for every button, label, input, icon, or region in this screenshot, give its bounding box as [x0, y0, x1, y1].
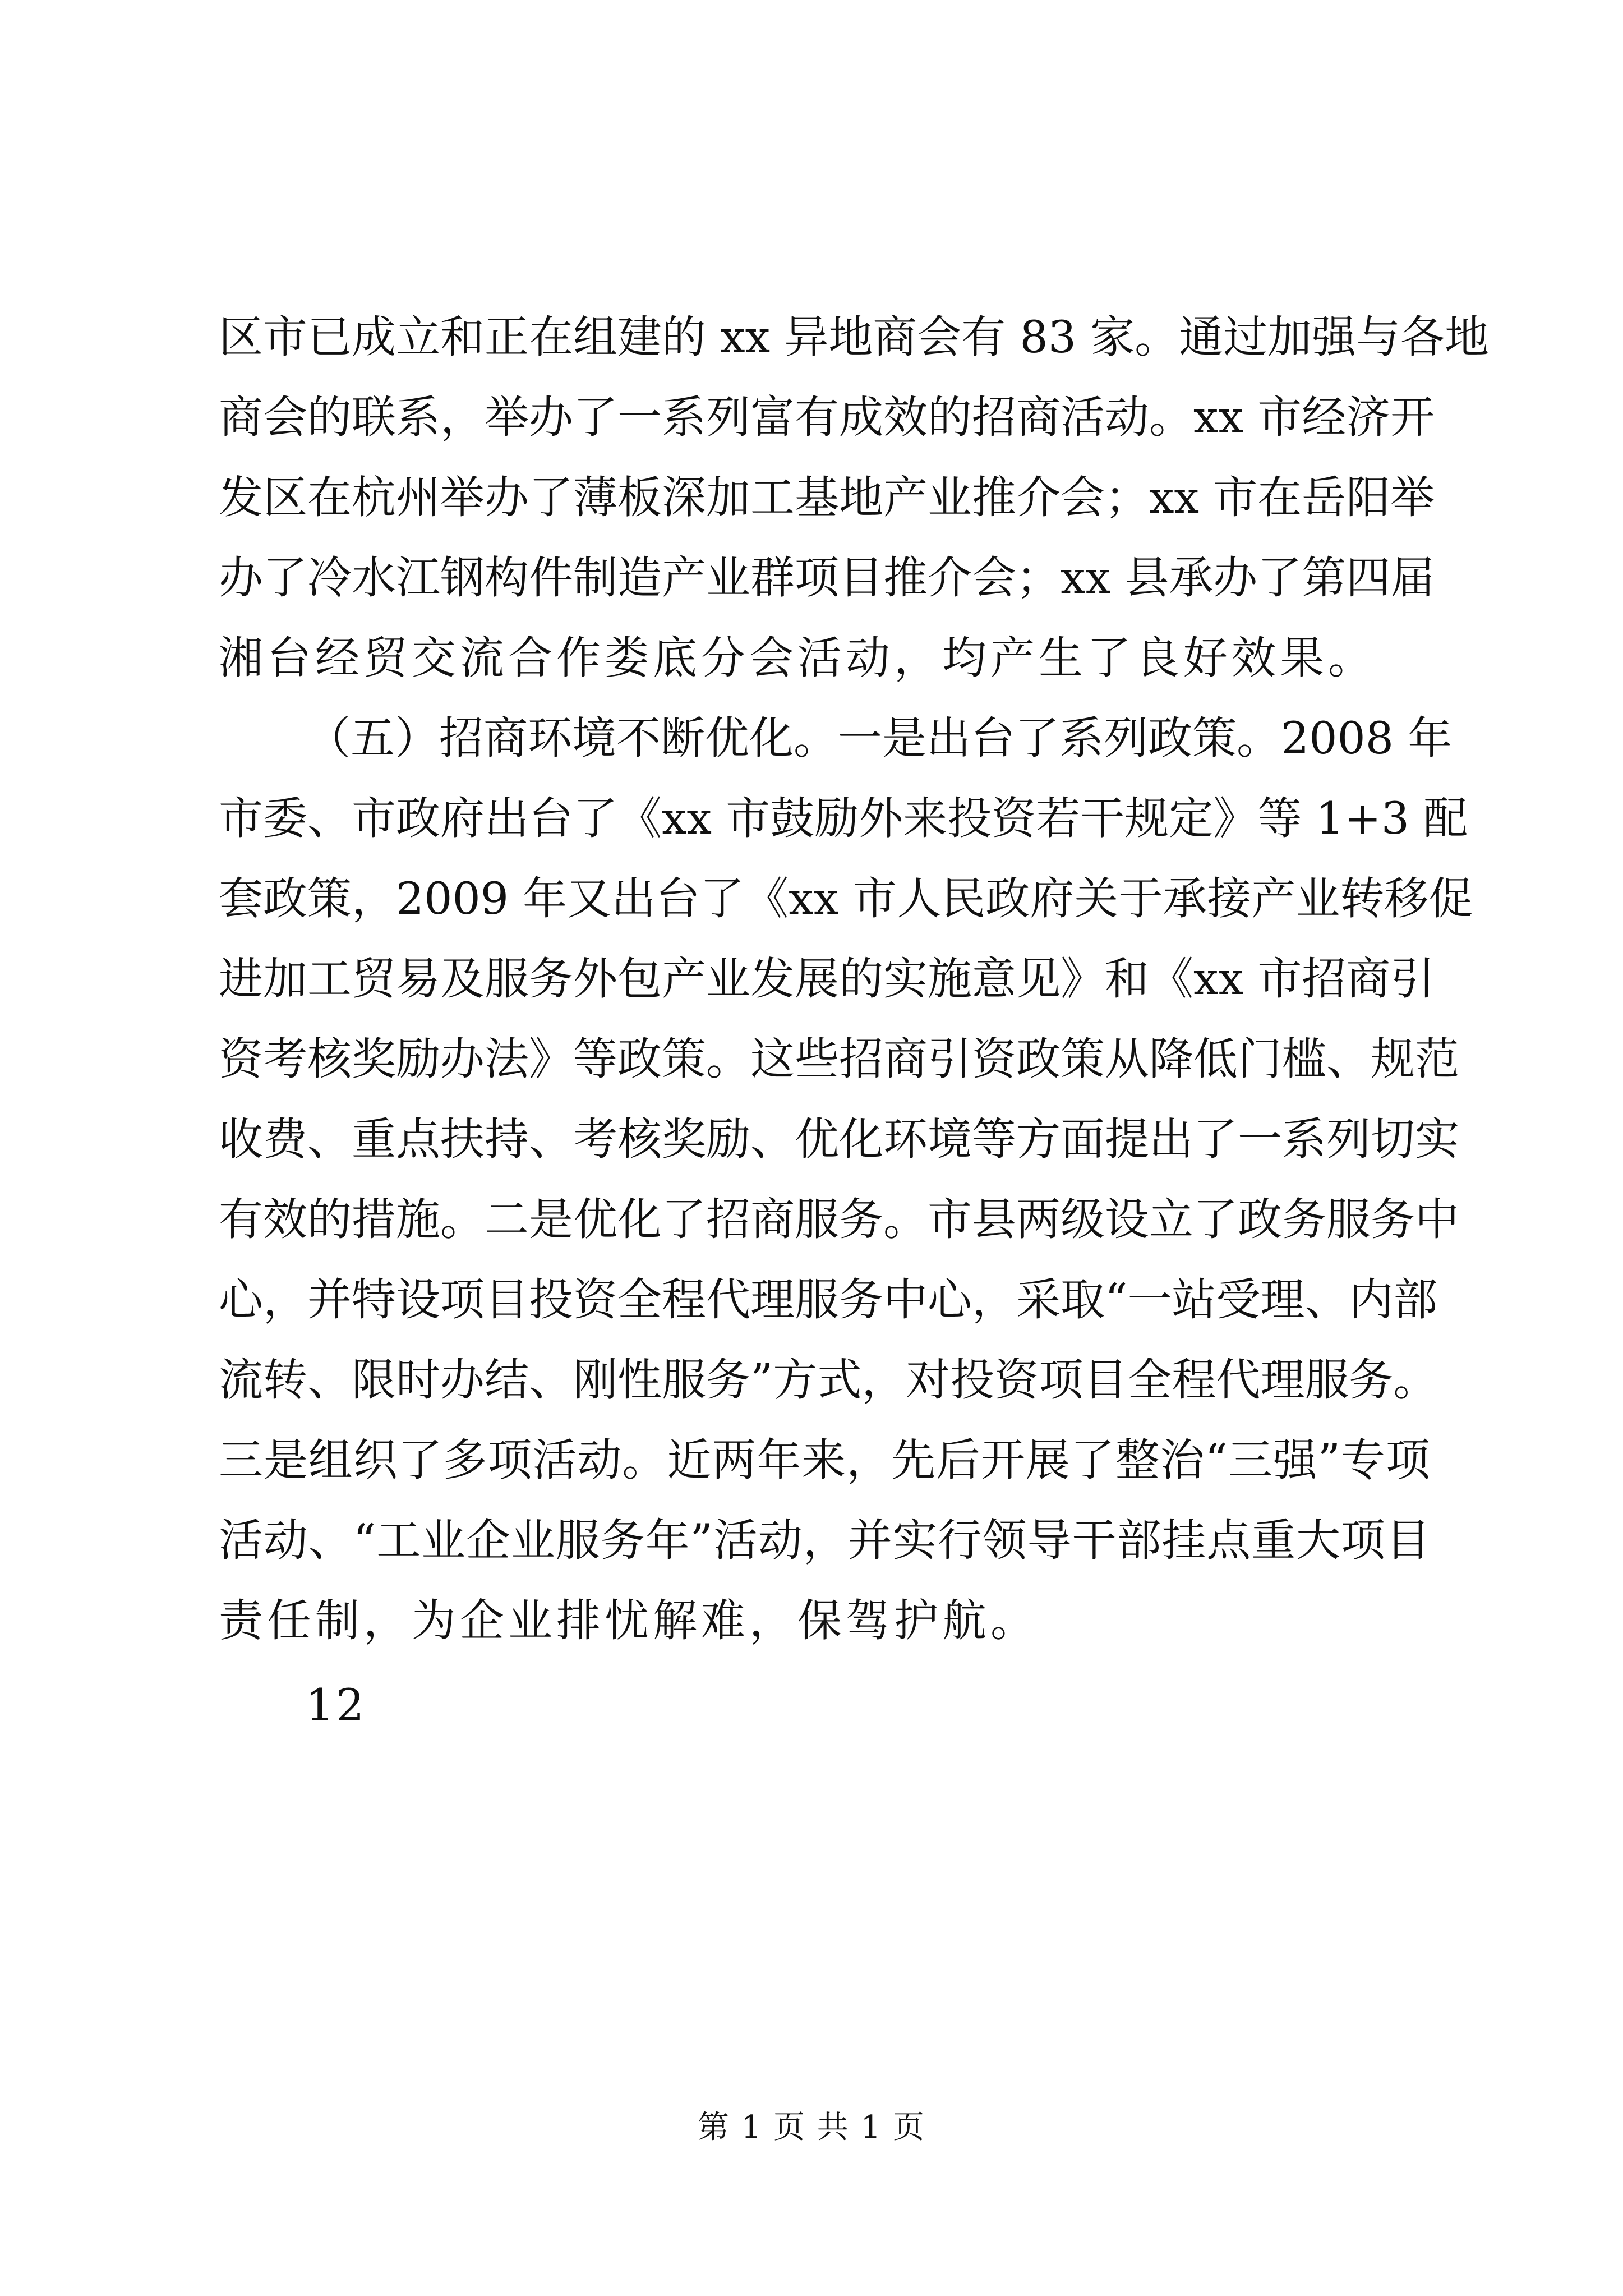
- text-line: 办了冷水江钢构件制造产业群项目推介会；xx 县承办了第四届: [219, 552, 1435, 604]
- text-line: 进加工贸易及服务外包产业发展的实施意见》和《xx 市招商引: [219, 953, 1435, 1005]
- text-line: 套政策，2009 年又出台了《xx 市人民政府关于承接产业转移促: [219, 873, 1473, 924]
- text-line: 资考核奖励办法》等政策。这些招商引资政策从降低门槛、规范: [219, 1033, 1459, 1085]
- text-line: 有效的措施。二是优化了招商服务。市县两级设立了政务服务中: [219, 1194, 1459, 1245]
- text-line: 三是组织了多项活动。近两年来，先后开展了整治“三强”专项: [219, 1434, 1430, 1486]
- text-line: 市委、市政府出台了《xx 市鼓励外来投资若干规定》等 1+3 配: [219, 793, 1468, 844]
- text-line-paragraph-start: （五）招商环境不断优化。一是出台了系列政策。2008 年: [306, 712, 1453, 764]
- page-footer: 第 1 页 共 1 页: [697, 2109, 926, 2146]
- text-line: 活动、“工业企业服务年”活动，并实行领导干部挂点重大项目: [219, 1515, 1430, 1566]
- text-line: 流转、限时办结、刚性服务”方式，对投资项目全程代理服务。: [219, 1354, 1438, 1406]
- text-line: 商会的联系，举办了一系列富有成效的招商活动。xx 市经济开: [219, 392, 1435, 443]
- text-line: 发区在杭州举办了薄板深加工基地产业推介会；xx 市在岳阳举: [219, 472, 1435, 523]
- text-line: 区市已成立和正在组建的 xx 异地商会有 83 家。通过加强与各地: [219, 311, 1490, 363]
- text-line: 责任制，为企业排忧解难，保驾护航。: [219, 1595, 1039, 1646]
- text-line: 收费、重点扶持、考核奖励、优化环境等方面提出了一系列切实: [219, 1114, 1459, 1165]
- text-line: 心，并特设项目投资全程代理服务中心，采取“一站受理、内部: [219, 1274, 1438, 1326]
- document-body: [219, 297, 1490, 1661]
- page-number: 12: [306, 1680, 367, 1731]
- text-line: 湘台经贸交流合作娄底分会活动，均产生了良好效果。: [219, 632, 1376, 684]
